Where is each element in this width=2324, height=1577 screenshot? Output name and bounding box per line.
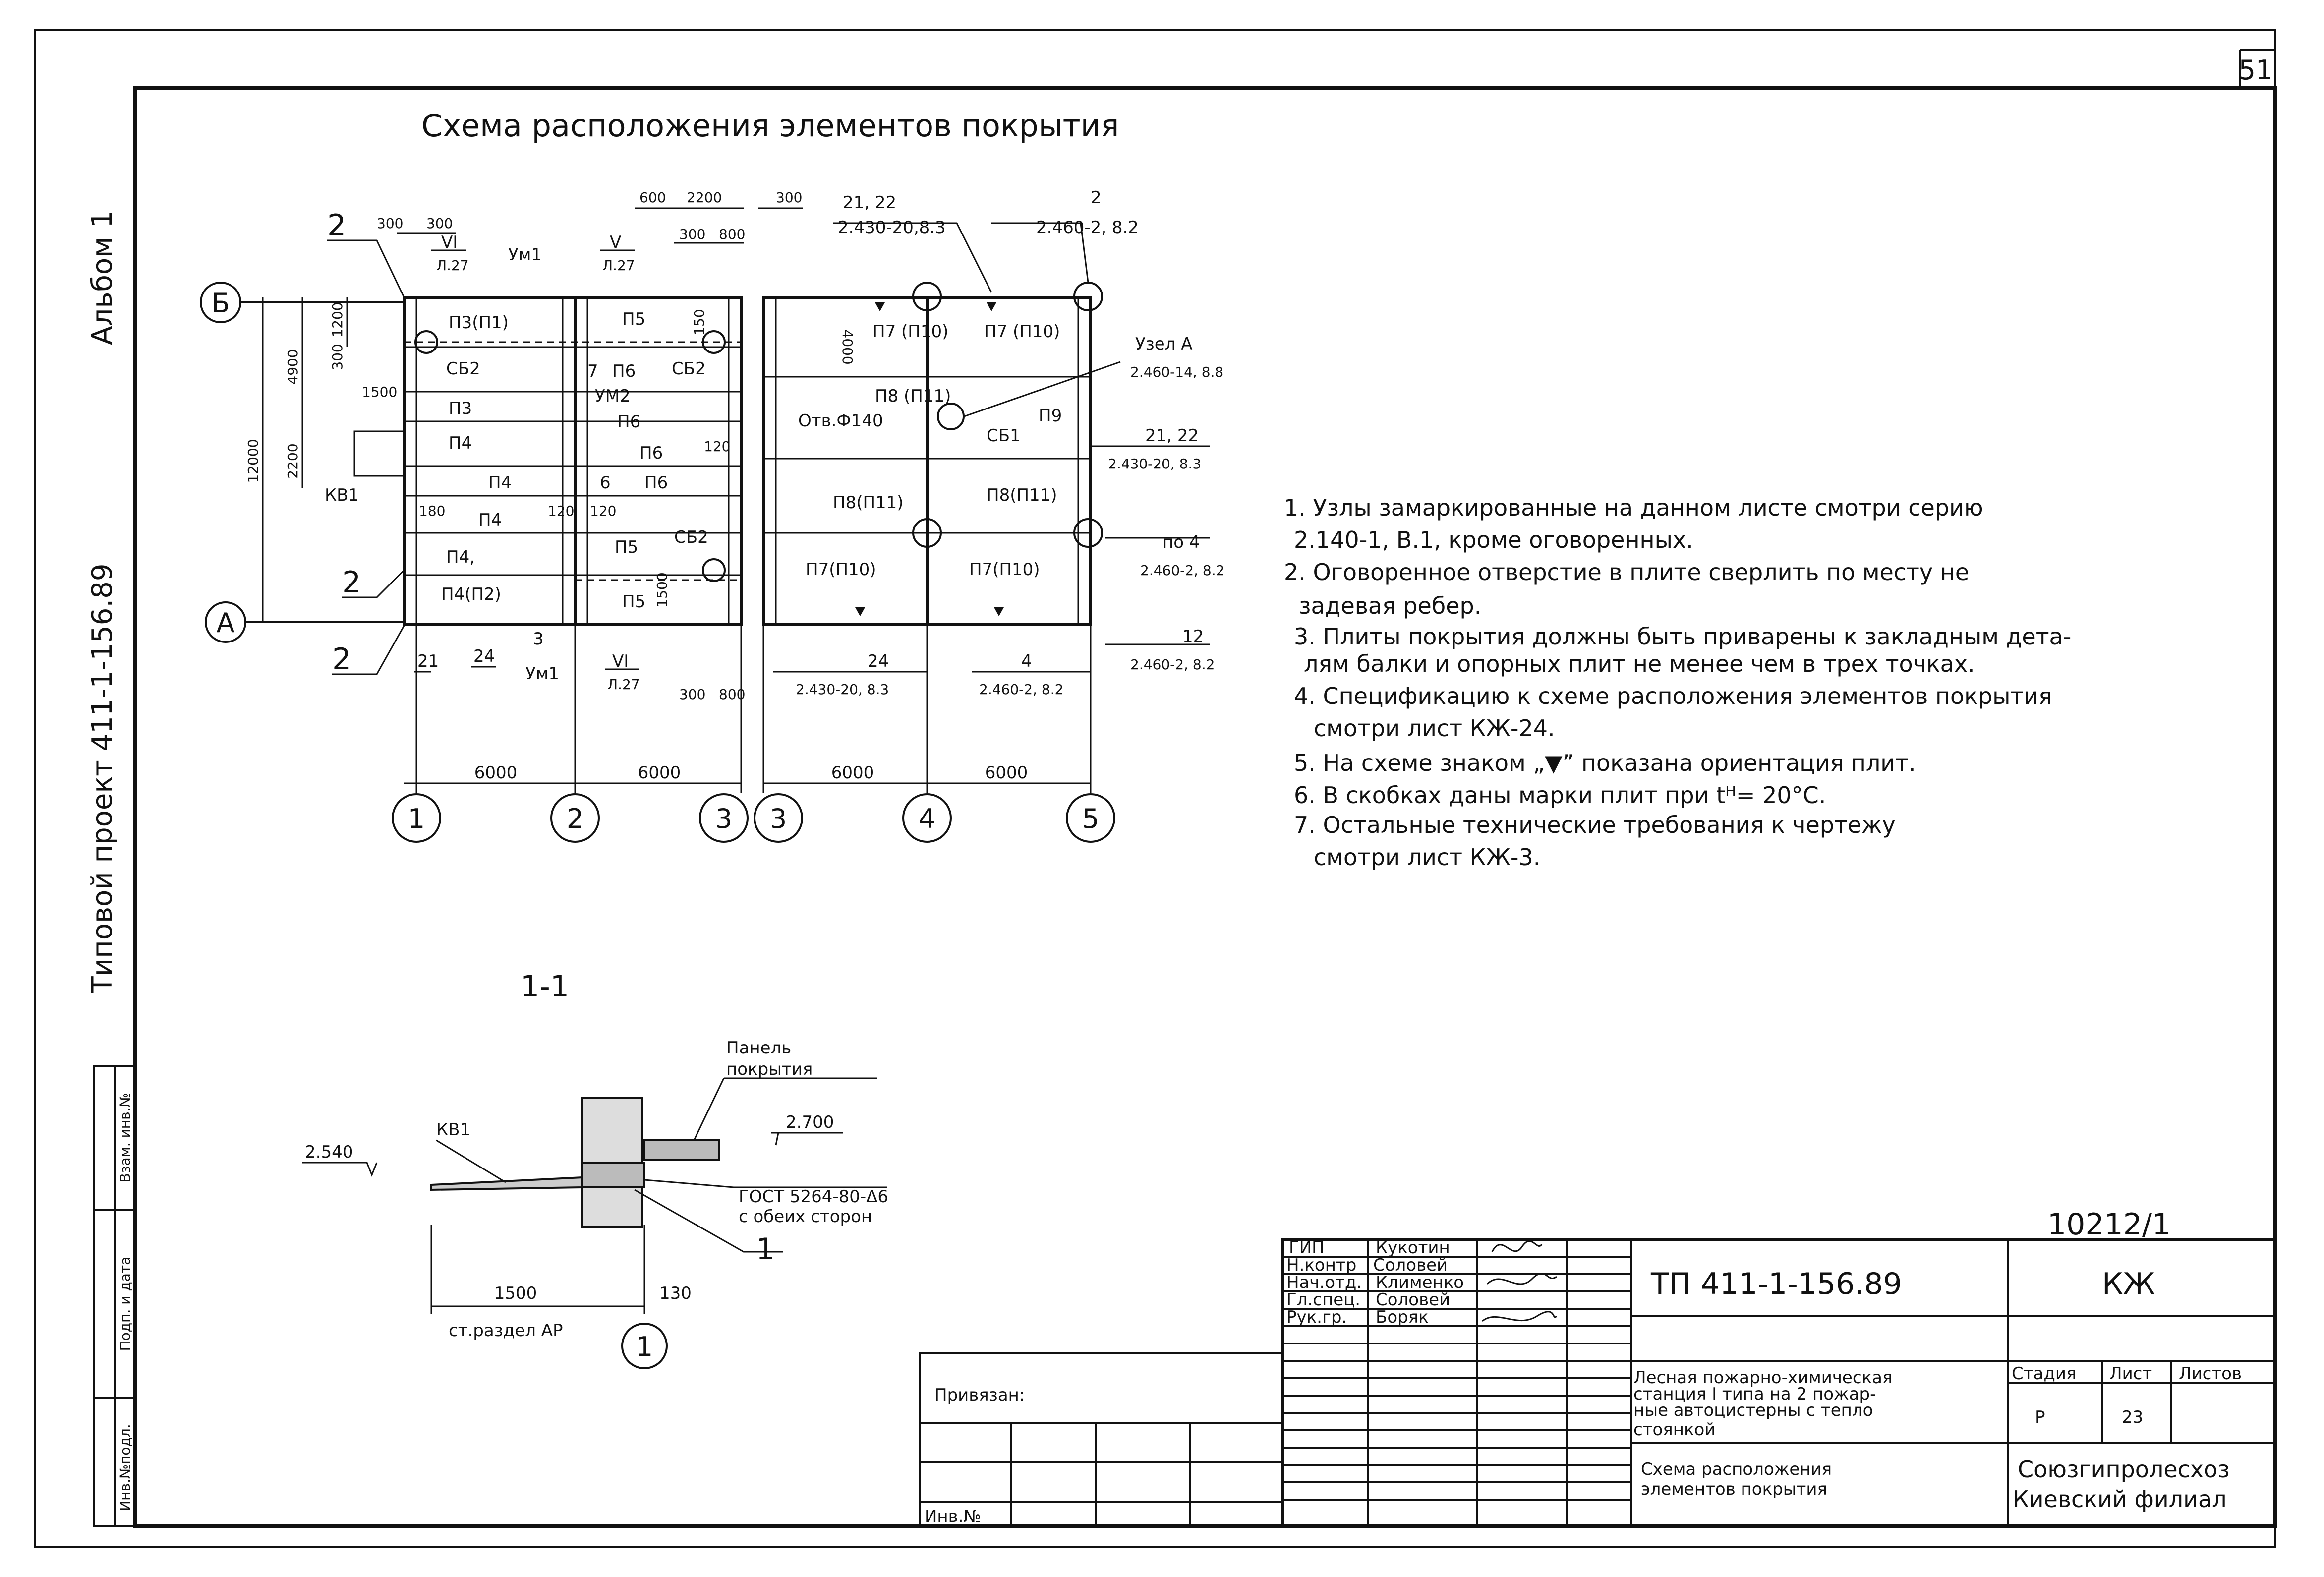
left-panel-lines — [404, 297, 741, 625]
section-title: 1-1 — [521, 969, 569, 1004]
section-axis: 1 — [636, 1331, 653, 1362]
section-vi-bottom: VI — [612, 651, 629, 671]
side-stamp-replace: Взам. инв.№ — [117, 1093, 133, 1183]
section-v: V — [610, 233, 622, 252]
cell-p8-p11-b: П8(П11) — [833, 493, 904, 513]
note-line-7: 4. Спецификацию к схеме расположения элементов покрытия — [1294, 683, 2052, 709]
panel-p4-c: П4 — [478, 510, 502, 530]
dim-top-600: 600 — [639, 189, 666, 206]
org-2: Киевский филиал — [2013, 1486, 2227, 1513]
span-1-2: 6000 — [474, 763, 518, 783]
axis-col-3b: 3 — [769, 803, 787, 834]
span-4-5: 6000 — [985, 763, 1028, 783]
axis-col-2: 2 — [566, 803, 584, 834]
tag-sb2-a: СБ2 — [446, 359, 480, 379]
dim-top-300b: 300 — [426, 215, 453, 232]
dim-top-800: 800 — [719, 226, 746, 242]
mark-7: 7 — [587, 361, 598, 381]
dim-120a: 120 — [704, 438, 731, 455]
dim-4900: 4900 — [285, 349, 301, 385]
panel-p4-p2: П4(П2) — [441, 584, 501, 604]
note-line-6: лям балки и опорных плит не менее чем в трех точках. — [1304, 650, 1975, 677]
signer-name-3: Соловей — [1376, 1290, 1451, 1310]
stage-value: Р — [2035, 1407, 2045, 1427]
section-panel-label-1: Панель — [726, 1038, 792, 1058]
kv1-opening — [354, 431, 404, 476]
dim-150: 150 — [691, 309, 707, 336]
axis-col-1: 1 — [407, 803, 425, 834]
dim-top-300d: 300 — [776, 189, 803, 206]
inv-label: Инв.№ — [925, 1507, 981, 1526]
mark-um2: УМ2 — [595, 386, 631, 406]
axis-row-b: Б — [211, 288, 230, 319]
panel-p5-mid: П5 — [615, 537, 639, 557]
section-panel-label-2: покрытия — [726, 1059, 813, 1079]
section-dim-130: 130 — [659, 1284, 692, 1303]
tag-sb2-c: СБ2 — [674, 527, 708, 547]
callout-node-a: Узел А — [1135, 334, 1193, 354]
sheet-name-1: Схема расположения — [1641, 1460, 1832, 1479]
tag-sb2-b: СБ2 — [672, 359, 706, 379]
signer-role-1: Н.контр — [1286, 1255, 1357, 1275]
signer-name-0: Кукотин — [1376, 1238, 1450, 1258]
panel-p3-p1: П3(П1) — [449, 313, 509, 333]
span-3-4: 6000 — [831, 763, 874, 783]
signer-name-4: Боряк — [1376, 1307, 1429, 1327]
panel-p3: П3 — [449, 399, 472, 418]
dim-bottom-300: 300 — [679, 686, 706, 702]
dim-120c: 120 — [590, 503, 617, 519]
panel-p4-b: П4 — [488, 473, 512, 493]
note-line-11: 7. Остальные технические требования к чертежу — [1294, 812, 1896, 838]
section-vi-top-sheet: Л.27 — [436, 257, 469, 274]
column-axis-circles — [393, 794, 1114, 842]
note-line-12: смотри лист КЖ-3. — [1314, 844, 1541, 871]
object-name-4: стоянкой — [1633, 1420, 1716, 1440]
tag-um1-top: Ум1 — [508, 245, 542, 265]
tag-hole-f140: Отв.Ф140 — [798, 411, 883, 431]
signer-role-4: Рук.гр. — [1286, 1307, 1347, 1327]
callout-2430-bottom: 2.430-20, 8.3 — [796, 681, 889, 698]
dim-top-300a: 300 — [377, 215, 404, 232]
section-panel — [644, 1140, 719, 1160]
note-line-10: 6. В скобках даны марки плит при tᴴ= 20°С. — [1294, 782, 1826, 809]
cell-p7-p10-b: П7 (П10) — [984, 322, 1060, 342]
bound-label: Привязан: — [934, 1385, 1025, 1405]
panel-p6-b: П6 — [617, 412, 641, 432]
note-line-3: 2. Оговоренное отверстие в плите сверлить по месту не — [1284, 559, 1970, 585]
dim-12000: 12000 — [245, 439, 261, 483]
section-level-right: 2.700 — [786, 1112, 834, 1132]
sheet-name-2: элементов покрытия — [1641, 1479, 1827, 1499]
object-name-2: станция I типа на 2 пожар- — [1633, 1384, 1876, 1404]
section-leader-1: 1 — [756, 1232, 775, 1267]
section-ref-note: ст.раздел АР — [449, 1321, 563, 1341]
dim-2200: 2200 — [285, 443, 301, 479]
section-beam — [431, 1177, 582, 1190]
callout-4: 4 — [1021, 651, 1032, 671]
callout-2460-2: 2.460-2, 8.2 — [1036, 218, 1139, 237]
mark-6: 6 — [600, 473, 611, 493]
header-sheets: Листов — [2179, 1364, 2242, 1384]
axis-row-a: А — [216, 607, 235, 639]
panel-p5-bottom: П5 — [622, 592, 646, 612]
leader-21: 21 — [417, 651, 439, 671]
signer-role-3: Гл.спец. — [1286, 1290, 1361, 1310]
section-dim-1500: 1500 — [494, 1284, 537, 1303]
callout-21-22-right: 21, 22 — [1145, 426, 1199, 446]
dim-1500-mid: 1500 — [654, 572, 670, 608]
panel-p5-top: П5 — [622, 309, 646, 329]
signer-role-2: Нач.отд. — [1286, 1273, 1362, 1292]
project-code: ТП 411-1-156.89 — [1651, 1267, 1902, 1301]
album-label: Альбом 1 — [86, 210, 118, 345]
callout-po-4: по 4 — [1162, 532, 1200, 552]
note-line-2: 2.140-1, В.1, кроме оговоренных. — [1294, 526, 1693, 553]
cell-p8-p11-c: П8(П11) — [987, 485, 1057, 505]
drawing-title: Схема расположения элементов покрытия — [421, 108, 1119, 144]
side-stamp-sign: Подп. и дата — [117, 1256, 133, 1351]
dim-1200: 1200 — [329, 302, 346, 338]
callout-21-22-top: 21, 22 — [843, 193, 897, 213]
general-notes — [1284, 494, 2071, 871]
panel-p6-c: П6 — [639, 443, 663, 463]
project-label: Типовой проект 411-1-156.89 — [86, 563, 118, 993]
section-level-left: 2.540 — [305, 1142, 353, 1162]
leader-2-mid: 2 — [342, 565, 361, 600]
axis-col-4: 4 — [918, 803, 936, 834]
cell-p7-p10-c: П7(П10) — [806, 560, 876, 580]
signer-name-2: Клименко — [1376, 1273, 1464, 1292]
span-2-3: 6000 — [638, 763, 681, 783]
note-line-8: смотри лист КЖ-24. — [1314, 715, 1555, 742]
dim-120b: 120 — [548, 503, 575, 519]
plan-view — [201, 188, 1224, 842]
callout-2460-po4: 2.460-2, 8.2 — [1140, 562, 1225, 579]
leader-2-bottom: 2 — [332, 642, 351, 677]
note-line-1: 1. Узлы замаркированные на данном листе смотри серию — [1284, 494, 1983, 521]
section-v-sheet: Л.27 — [602, 257, 635, 274]
section-weld-note-1: ГОСТ 5264-80-Δ6 — [739, 1187, 889, 1207]
side-stamp-inv: Инв.№подл. — [117, 1424, 133, 1511]
signer-name-1: Соловей — [1373, 1255, 1448, 1275]
callout-2: 2 — [1091, 188, 1102, 208]
signer-role-0: ГИП — [1289, 1238, 1325, 1258]
dim-top-2200: 2200 — [687, 189, 722, 206]
tag-um1-bottom: Ум1 — [525, 664, 559, 684]
section-1-1 — [302, 969, 888, 1368]
leader-2-top: 2 — [327, 208, 347, 243]
callout-2460-12: 2.460-2, 8.2 — [1130, 656, 1215, 673]
panel-p4-d: П4, — [446, 547, 475, 567]
callout-12: 12 — [1182, 627, 1204, 646]
section-vi-bottom-sheet: Л.27 — [607, 676, 640, 693]
dim-bottom-800: 800 — [719, 686, 746, 702]
sheet-frame — [35, 30, 2275, 1547]
header-stage: Стадия — [2012, 1364, 2077, 1384]
header-sheet: Лист — [2109, 1364, 2152, 1384]
dim-180: 180 — [419, 503, 446, 519]
section-vi-top: VI — [441, 233, 458, 252]
dim-300-vert: 300 — [329, 344, 346, 370]
object-name-3: ные автоцистерны с тепло — [1633, 1401, 1873, 1420]
dim-1500-left: 1500 — [362, 384, 398, 400]
cell-p7-p10-a: П7 (П10) — [872, 322, 949, 342]
dim-top-300c: 300 — [679, 226, 706, 242]
sheet-value: 23 — [2122, 1407, 2144, 1427]
leader-3: 3 — [533, 629, 544, 649]
callout-24: 24 — [868, 651, 889, 671]
axis-col-3a: 3 — [715, 803, 733, 834]
cell-p8-p11: П8 (П11) — [875, 386, 951, 406]
tag-sb1: СБ1 — [987, 426, 1021, 446]
callout-2460-14: 2.460-14, 8.8 — [1130, 364, 1224, 380]
axis-col-5: 5 — [1082, 803, 1100, 834]
dim-4000: 4000 — [839, 329, 856, 365]
object-name-1: Лесная пожарно-химическая — [1633, 1368, 1893, 1388]
cell-p7-p10-d: П7(П10) — [969, 560, 1040, 580]
callout-2460-4: 2.460-2, 8.2 — [979, 681, 1064, 698]
tag-kv1: КВ1 — [325, 485, 359, 505]
section-weld-note-2: с обеих сторон — [739, 1207, 872, 1227]
cell-p9: П9 — [1039, 406, 1062, 426]
panel-p4-a: П4 — [449, 433, 472, 453]
leader-24: 24 — [473, 646, 495, 666]
org-1: Союзгипролесхоз — [2018, 1456, 2230, 1483]
panel-p6-a: П6 — [612, 361, 636, 381]
note-line-5: 3. Плиты покрытия должны быть приварены к закладным дета- — [1294, 623, 2072, 650]
note-line-9: 5. На схеме знаком „▼” показана ориентация плит. — [1294, 750, 1916, 776]
drawing-mark: КЖ — [2102, 1267, 2155, 1301]
note-line-4: задевая ребер. — [1299, 592, 1482, 619]
page-number: 51 — [2238, 55, 2273, 86]
section-kv1: КВ1 — [436, 1120, 471, 1140]
callout-2430-right: 2.430-20, 8.3 — [1108, 456, 1202, 472]
panel-p6-d: П6 — [644, 473, 668, 493]
doc-number: 10212/1 — [2047, 1207, 2171, 1242]
callout-2430-top: 2.430-20,8.3 — [838, 218, 946, 237]
